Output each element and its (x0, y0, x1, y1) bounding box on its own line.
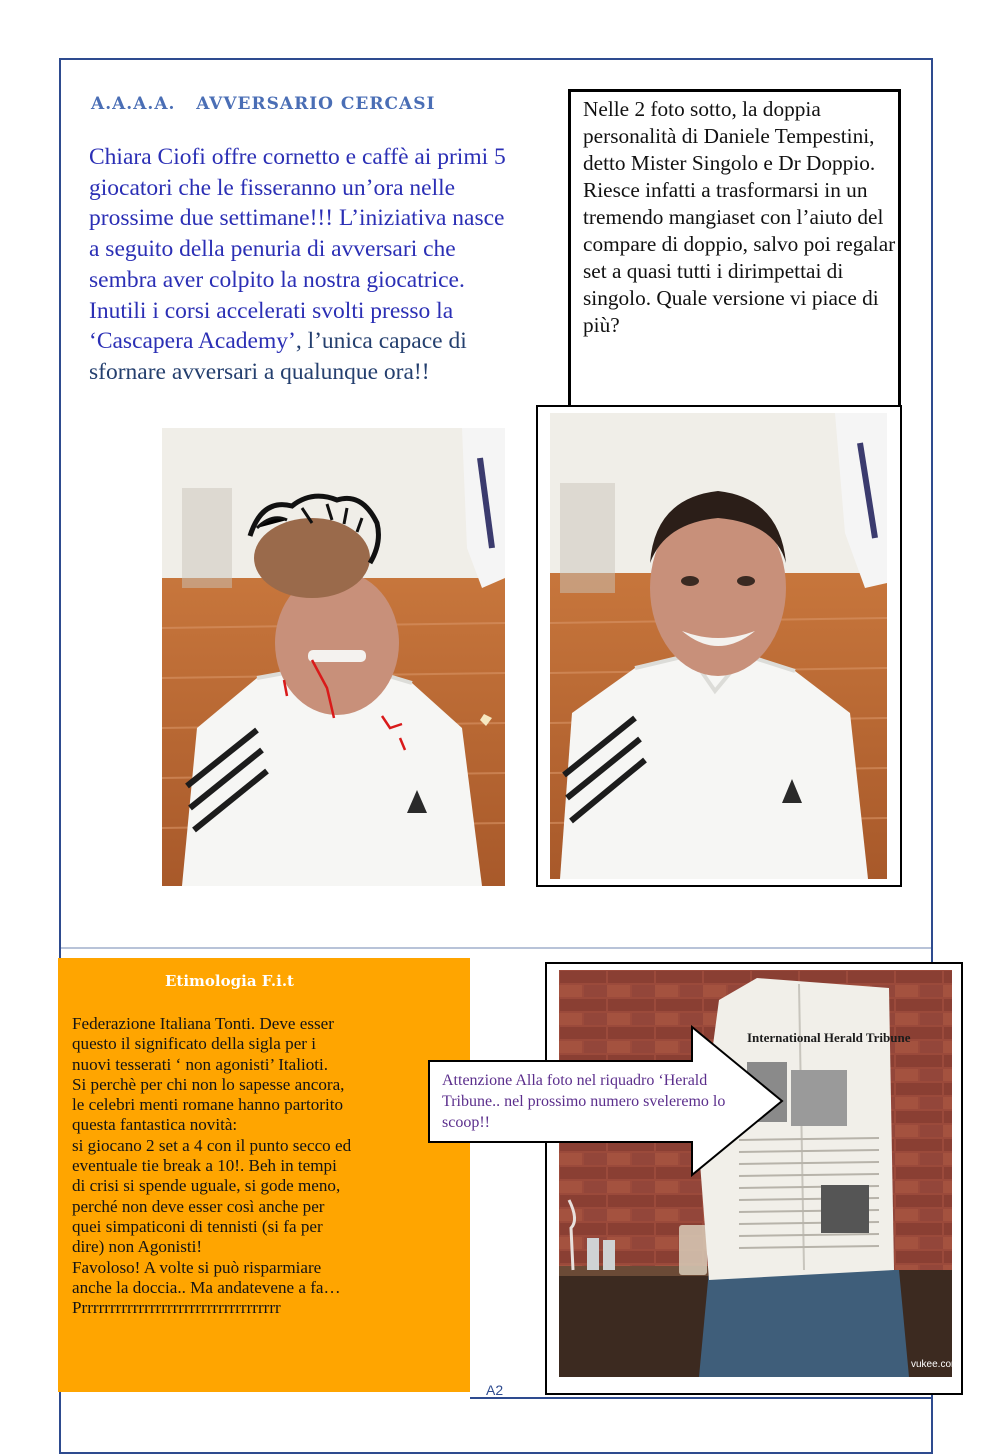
sidebar-text-box (568, 89, 901, 409)
etimologia-line: quei simpaticoni di tennisti (si fa per (72, 1216, 323, 1236)
bottom-rule (470, 1397, 932, 1399)
etimologia-line: questo il significato della sigla per i (72, 1034, 317, 1054)
etimologia-line: Favoloso! A volte si può risparmiare (72, 1257, 322, 1277)
newspaper-masthead: International Herald Tribune (747, 1030, 911, 1045)
etimologia-line: anche la doccia.. Ma andatevene a fa… (72, 1277, 341, 1297)
etimologia-box (58, 958, 470, 1392)
etimologia-line: eventuale tie break a 10!. Beh in tempi (72, 1156, 337, 1176)
etimologia-line: nuovi tesserati ‘ non agonisti’ Italioti. (72, 1054, 329, 1074)
article-body (89, 142, 514, 388)
callout-text: Attenzione Alla foto nel riquadro ‘Herald Tribune.. nel prossimo numero sveleremo lo scoop!! (442, 1072, 726, 1131)
etimologia-line: perché non deve esser così anche per (72, 1196, 325, 1216)
etimologia-line: questa fantastica novità: (72, 1115, 238, 1135)
etimologia-line: di crisi si spende uguale, si gode meno, (72, 1176, 341, 1196)
photo-watermark: vukee.com (911, 1359, 960, 1370)
photo-mister-singolo (162, 428, 505, 886)
etimologia-line: si giocano 2 set a 4 con il punto secco ed (72, 1135, 352, 1155)
etimologia-line: Federazione Italiana Tonti. Deve esser (72, 1014, 334, 1033)
article-headline: A.A.A.A. AVVERSARIO CERCASI (91, 94, 436, 114)
etimologia-title: Etimologia F.i.t (165, 972, 294, 990)
etimologia-line: dire) non Agonisti! (72, 1237, 203, 1257)
section-divider (61, 947, 931, 949)
article-body-main: Chiara Ciofi offre cornetto e caffè ai primi 5 giocatori che le fisseranno un’ora nelle prossime due settimane!!! L’iniziativa nasce a seguito della penuria di avversari che sembra aver colpito la nostra giocatrice. Inutili i corsi accelerati svolti presso la ‘Cascapera Academy’ (89, 144, 506, 355)
etimologia-line: le celebri menti romane hanno partorito (72, 1095, 344, 1115)
sidebar-text: Nelle 2 foto sotto, la doppia personalità di Daniele Tempestini, detto Mister Singolo e Dr Doppio. Riesce infatti a trasformarsi in un tremendo mangiaset con l’aiuto del compare di doppio, salvo poi regalar set a quasi tutti i dirimpettai di singolo. Quale versione vi piace di più? (583, 97, 896, 337)
article-body-tail: , l’unica capace di sfornare avversari a qualunque ora!! (89, 328, 467, 385)
page-number: A2 (486, 1382, 504, 1398)
etimologia-line: Prrrrrrrrrrrrrrrrrrrrrrrrrrrrrrrrrrr (72, 1298, 281, 1318)
etimologia-line: Si perchè per chi non lo sapesse ancora, (72, 1074, 345, 1094)
photo-dr-doppio (550, 413, 887, 879)
etimologia-text (72, 1014, 462, 1318)
